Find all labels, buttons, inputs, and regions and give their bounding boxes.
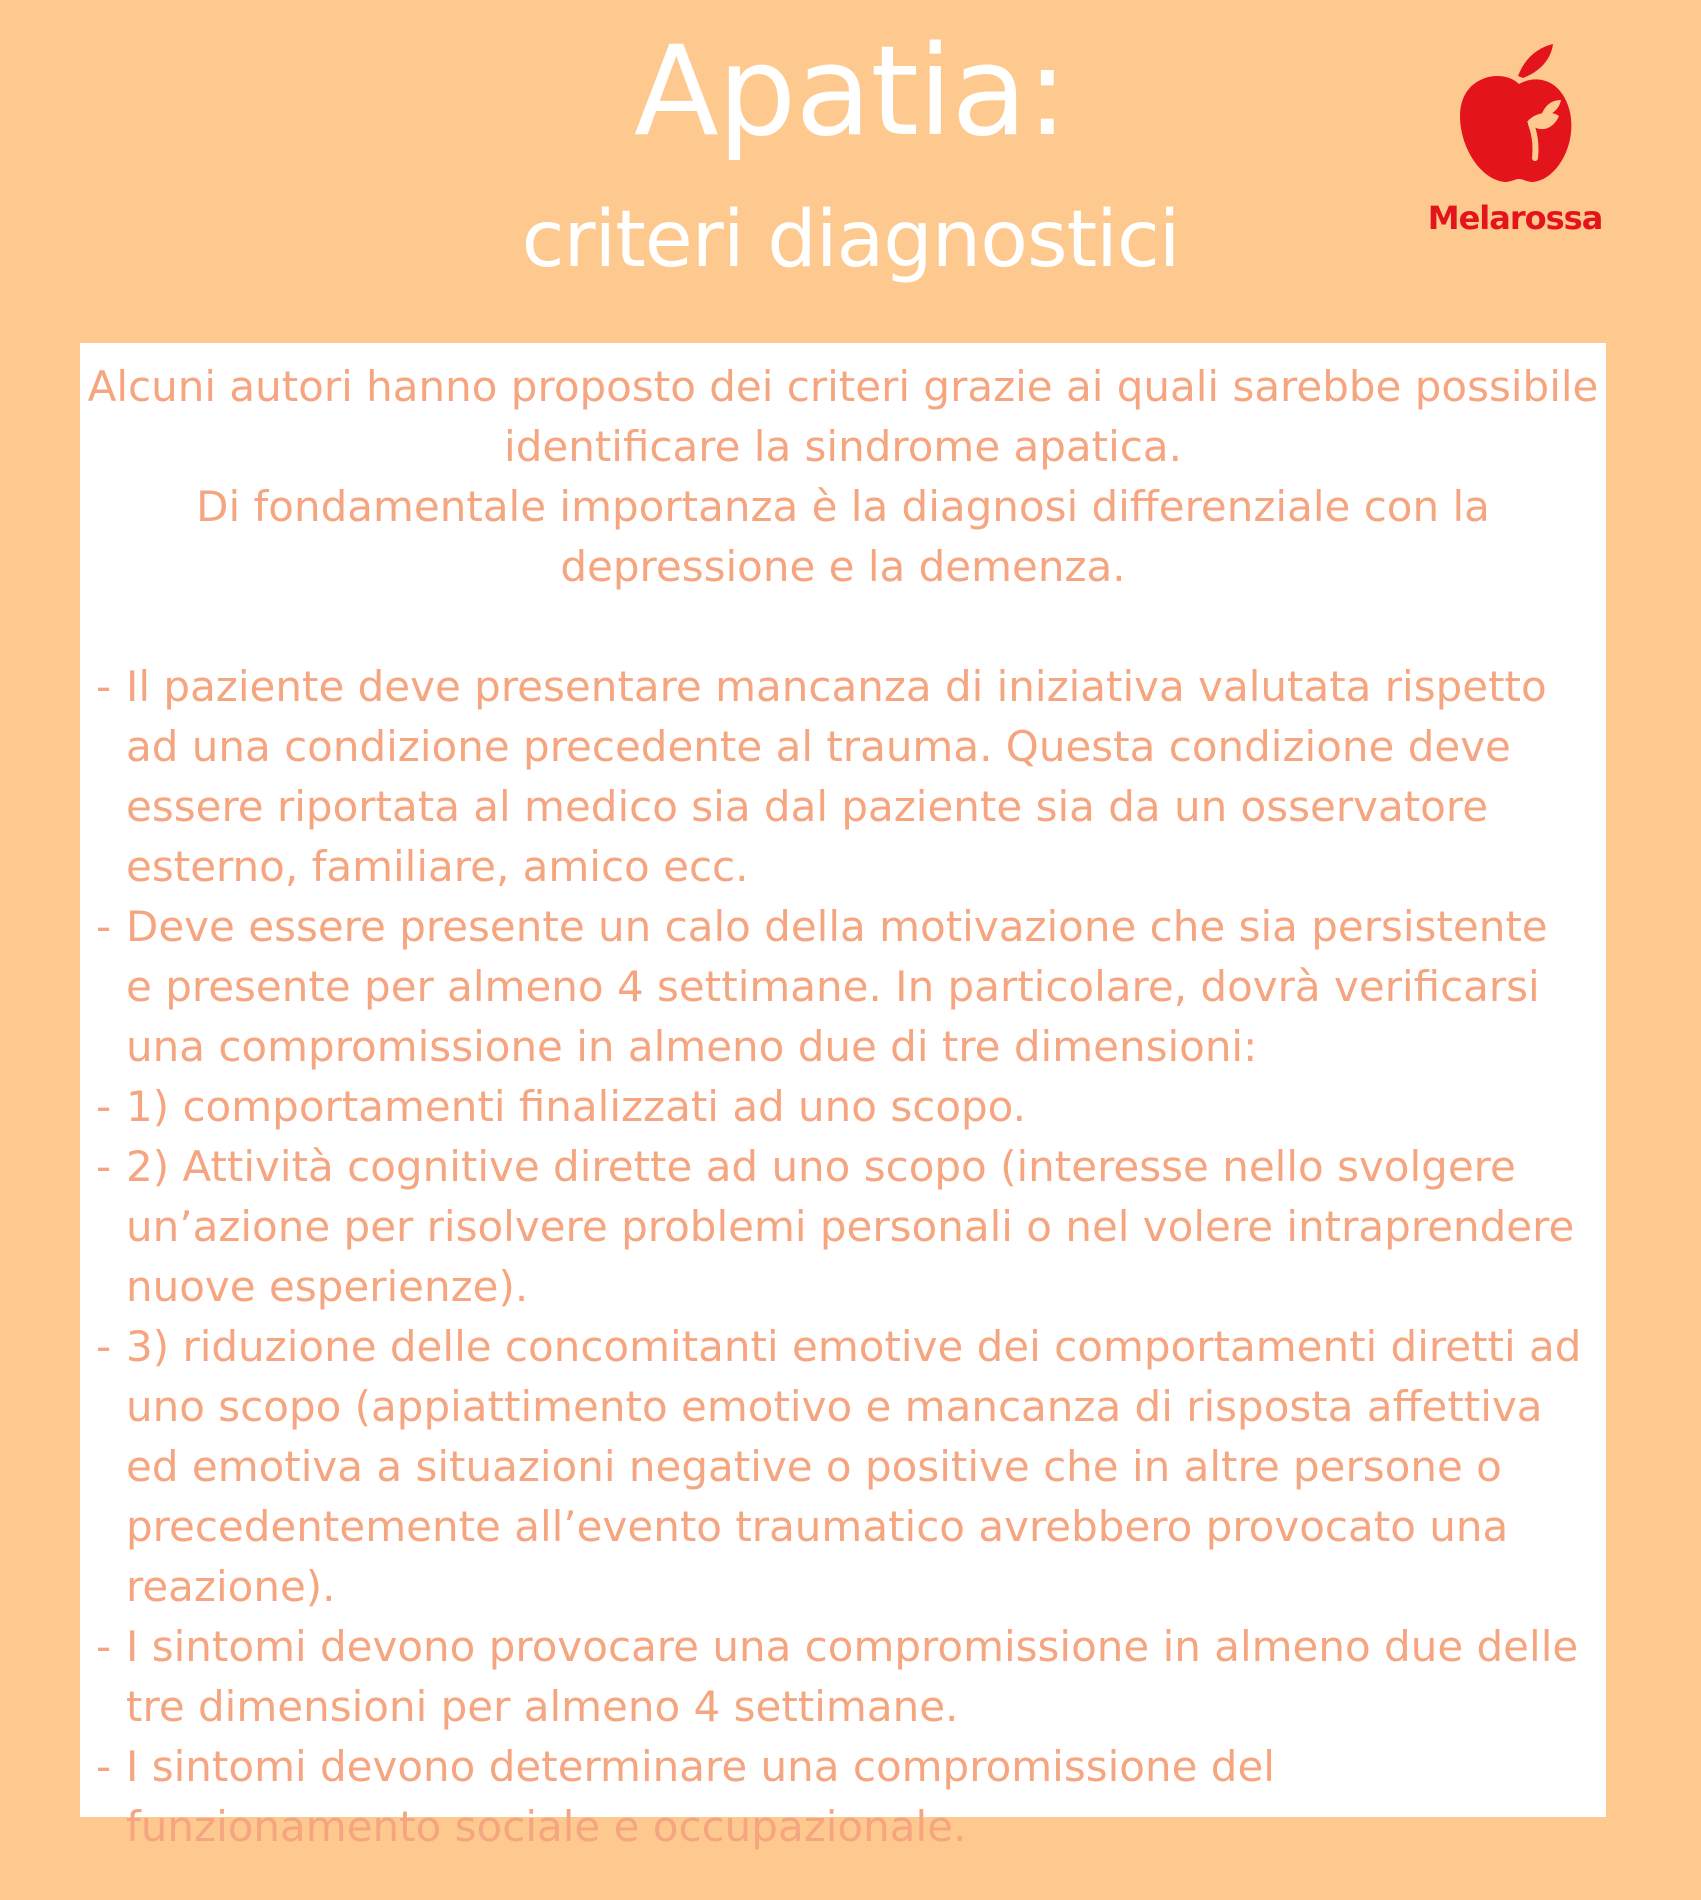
brand-logo	[1415, 40, 1615, 240]
list-item: - 3) riduzione delle concomitanti emotive dei comportamenti diretti ad uno scopo (appiattimento emotivo e mancanza di risposta affettiva ed emotiva a situazioni negative o positive che in altre persone o precedentemente all’evento traumatico avrebbero provocato una reazione).	[96, 1317, 1586, 1617]
intro-paragraph: Alcuni autori hanno proposto dei criteri grazie ai quali sarebbe possibile identificare la sindrome apatica.	[87, 362, 1599, 471]
apple-icon	[1455, 40, 1575, 190]
intro-paragraph: Di fondamentale importanza è la diagnosi differenziale con la depressione e la demenza.	[196, 482, 1490, 591]
page-subtitle: criteri diagnostici	[521, 195, 1180, 285]
intro-text	[80, 357, 1606, 597]
page-title: Apatia:	[633, 20, 1068, 164]
list-item: - I sintomi devono provocare una compromissione in almeno due delle tre dimensioni per almeno 4 settimane.	[96, 1617, 1586, 1737]
list-item: - Deve essere presente un calo della motivazione che sia persistente e presente per almeno 4 settimane. In particolare, dovrà verificarsi una compromissione in almeno due di tre dimensioni:	[96, 897, 1586, 1077]
brand-name: Melarossa	[1427, 199, 1603, 237]
criteria-list	[96, 657, 1586, 1857]
list-item: - I sintomi devono determinare una compromissione del funzionamento sociale e occupazionale.	[96, 1737, 1586, 1857]
content-card	[80, 343, 1606, 1851]
list-item: - 2) Attività cognitive dirette ad uno scopo (interesse nello svolgere un’azione per risolvere problemi personali o nel volere intraprendere nuove esperienze).	[96, 1137, 1586, 1317]
list-item: - 1) comportamenti finalizzati ad uno scopo.	[96, 1077, 1586, 1137]
list-item: - Il paziente deve presentare mancanza di iniziativa valutata rispetto ad una condizione precedente al trauma. Questa condizione deve essere riportata al medico sia dal paziente sia da un osservatore esterno, familiare, amico ecc.	[96, 657, 1586, 897]
